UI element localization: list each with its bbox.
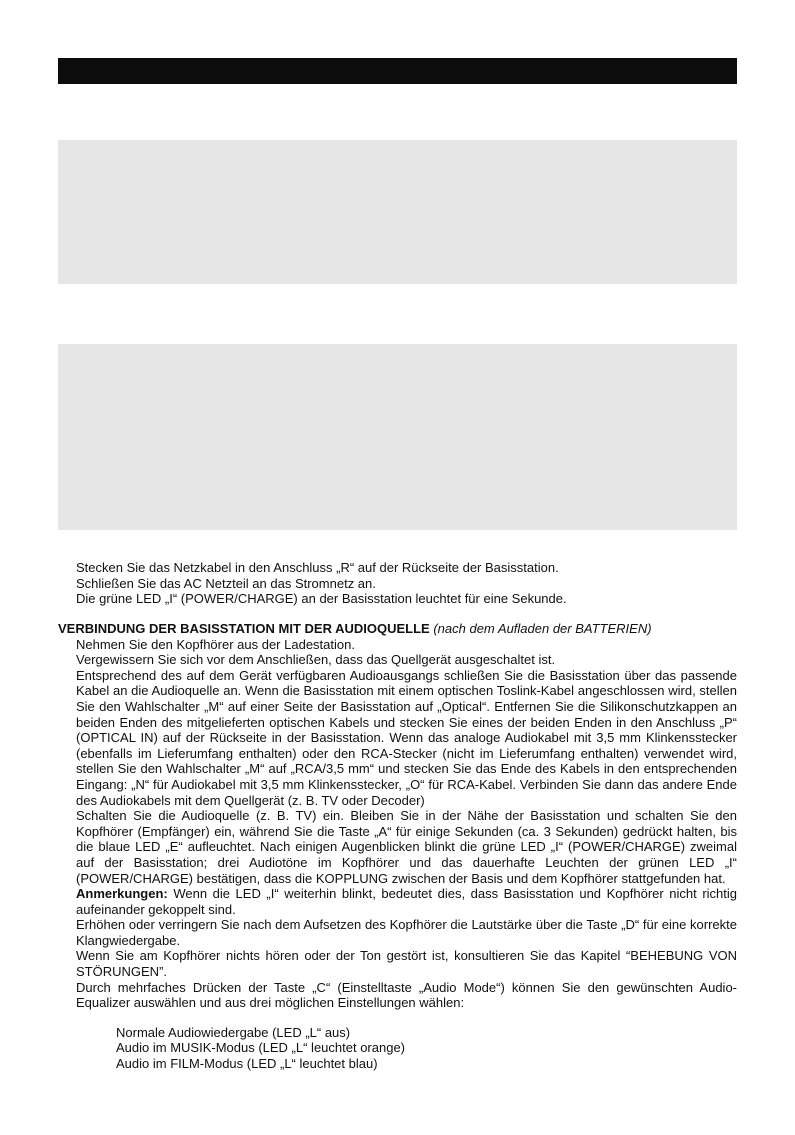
step-3: Entsprechend des auf dem Gerät verfügbaren Audioausgangs schließen Sie die Basisstation über das passende Kabel an die Audioquelle an. Wenn die Basisstation mit einem optischen Toslink-Kabel angeschlossen wird, stellen Sie den Wahlschalter „M“ auf einer Seite der Basisstation auf „Optical“. Entfernen Sie die Silikonschutzkappen an beiden Enden des mitgelieferten optischen Kabels und stecken Sie eines der beiden Enden in den Anschluss „P“ (OPTICAL IN) auf der Rückseite in der Basisstation. Wenn das analoge Audiokabel mit 3,5 mm Klinkensstecker (ebenfalls im Lieferumfang enthalten) oder den RCA-Stecker (nicht im Lieferumfang enthalten) verwendet wird, stellen Sie den Wahlschalter „M“ auf „RCA/3,5 mm“ und stecken Sie das Ende des Kabels in den entsprechenden Eingang: „N“ für Audiokabel mit 3,5 mm Klinkensstecker, „O“ für RCA-Kabel. Verbinden Sie dann das andere Ende des Audiokabels mit dem Quellgerät (z. B. TV oder Decoder) — [76, 667, 737, 808]
step-6: Wenn Sie am Kopfhörer nichts hören oder der Ton gestört ist, konsultieren Sie das Kapitel “BEHEBUNG VON STÖRUNGEN”. — [76, 948, 737, 980]
step-1: Nehmen Sie den Kopfhörer aus der Ladestation. — [76, 636, 355, 652]
power-step-3: Die grüne LED „I“ (POWER/CHARGE) an der Basisstation leuchtet für eine Sekunde. — [76, 591, 567, 607]
audio-mode-film: Audio im FILM-Modus (LED „L“ leuchtet blau) — [116, 1056, 378, 1072]
heading-text: VERBINDUNG DER BASISSTATION MIT DER AUDIOQUELLE — [58, 621, 430, 636]
section-header-bar — [58, 58, 737, 84]
note-label: Anmerkungen: — [76, 886, 168, 902]
note — [76, 886, 737, 917]
audio-mode-normal: Normale Audiowiedergabe (LED „L“ aus) — [116, 1024, 351, 1040]
step-5: Erhöhen oder verringern Sie nach dem Aufsetzen des Kopfhörer die Lautstärke über die Taste „D“ für eine korrekte Klangwiedergabe. — [76, 917, 737, 948]
section-heading — [58, 621, 737, 637]
info-box-2 — [58, 344, 737, 530]
power-instructions — [58, 560, 737, 607]
step-4: Schalten Sie die Audioquelle (z. B. TV) ein. Bleiben Sie in der Nähe der Basisstation und schalten Sie den Kopfhörer (Empfänger) ein, während Sie die Taste „A“ für einige Sekunden (ca. 3 Sekunden) gedrückt halten, bis die blaue LED „E“ aufleuchtet. Nach einigen Augenblicken blinkt die grüne LED „I“ (POWER/CHARGE) zweimal auf der Basisstation; drei Audiotöne im Kopfhörer und das dauerhafte Leuchten der grünen LED „I“ (POWER/CHARGE) bestätigen, dass die KOPPLUNG zwischen der Basis und dem Kopfhörer stattgefunden hat. — [76, 808, 737, 886]
audio-mode-list — [116, 1025, 737, 1072]
note-text: Wenn die LED „I“ weiterhin blinkt, bedeutet dies, dass Basisstation und Kopfhörer nicht richtig aufeinander gekoppelt sind. — [76, 886, 737, 917]
step-2: Vergewissern Sie sich vor dem Anschließen, dass das Quellgerät ausgeschaltet ist. — [76, 652, 556, 668]
info-box-1 — [58, 140, 737, 284]
connection-section — [58, 621, 737, 1072]
heading-subtext: (nach dem Aufladen der BATTERIEN) — [433, 621, 652, 636]
power-step-2: Schließen Sie das AC Netzteil an das Stromnetz an. — [76, 575, 376, 591]
power-step-1: Stecken Sie das Netzkabel in den Anschluss „R“ auf der Rückseite der Basisstation. — [76, 560, 559, 575]
step-7: Durch mehrfaches Drücken der Taste „C“ (Einstelltaste „Audio Mode“) können Sie den gewünschten Audio-Equalizer auswählen und aus drei möglichen Einstellungen wählen: — [76, 979, 737, 1011]
audio-mode-music: Audio im MUSIK-Modus (LED „L“ leuchtet orange) — [116, 1040, 406, 1056]
